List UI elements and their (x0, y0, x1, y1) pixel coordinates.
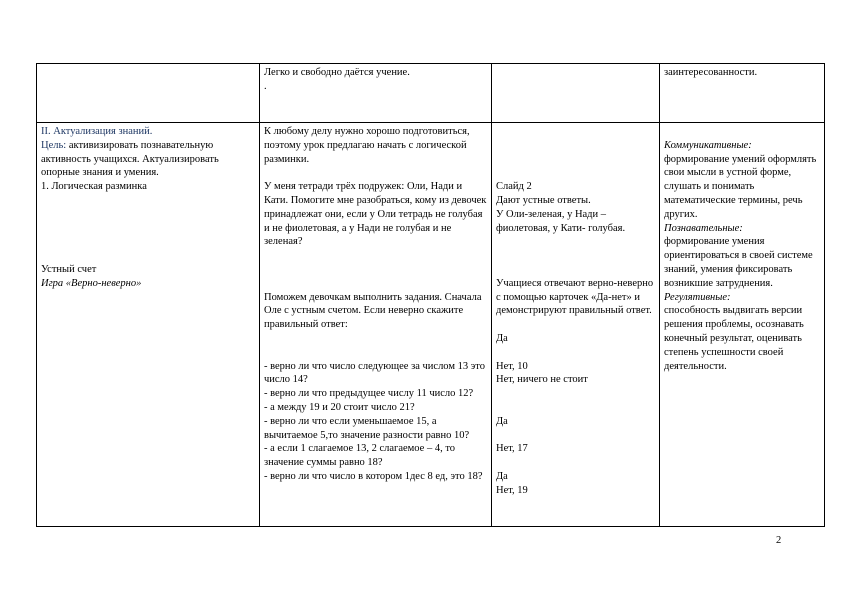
goal-text: активизировать познавательную активность учащихся. Актуализировать опорные знания и умения. (41, 139, 219, 179)
slide-ref: Слайд 2 (496, 181, 532, 193)
table-row (37, 123, 825, 527)
uud-cog-label: Познавательные: (664, 222, 743, 234)
teacher-help: Поможем девочкам выполнить задания. Сначала Оле с устным счетом. Если неверно скажите правильный ответ: (264, 291, 482, 331)
question-item: - верно ли что предыдущее числу 11 число 12? (264, 388, 474, 400)
student-activity-cell (492, 64, 660, 123)
question-item: - верно ли что если уменьшаемое 15, а вычитаемое 5,то значение разности равно 10? (264, 415, 470, 441)
answer-item: Нет, ничего не стоит (496, 374, 588, 386)
page-number: 2 (776, 535, 782, 546)
question-item: - верно ли что число в котором 1дес 8 ед, это 18? (264, 470, 483, 482)
stage-title: II. Актуализация знаний. (41, 126, 153, 137)
answer-item: Да (496, 470, 508, 482)
teacher-intro: К любому делу нужно хорошо подготовиться, поэтому урок предлагаю начать с логической разминки. (264, 126, 470, 165)
student-cards: Учащиеся отвечают верно-неверно с помощью карточек «Да-нет» и демонстрируют правильный ответ. (496, 277, 654, 317)
lesson-plan-table (36, 63, 825, 527)
table-row (37, 64, 825, 123)
teacher-activity-cell (260, 123, 492, 527)
uud-comm-text: формирование умений оформлять свои мысли в устной форме, слушать и понимать математические термины, речь других. (664, 153, 817, 220)
motto-line: Легко и свободно даётся учение. (264, 67, 410, 78)
uud-reg-label: Регулятивные: (664, 291, 731, 303)
answer-item: Да (496, 332, 508, 344)
student-activity-cell (492, 123, 660, 527)
answer-item: Нет, 10 (496, 360, 528, 372)
answer-item: Нет, 17 (496, 443, 528, 455)
goal-paragraph (41, 139, 256, 180)
oral-count-heading: Устный счет (41, 263, 97, 275)
answer-item: Да (496, 415, 508, 427)
uud-cell (660, 64, 825, 123)
stage-cell (37, 64, 260, 123)
goal-label: Цель: (41, 139, 67, 151)
question-item: - а если 1 слагаемое 13, 2 слагаемое – 4, то значение суммы равно 18? (264, 443, 456, 469)
uud-cog-text: формирование умения ориентироваться в своей системе знаний, умения фиксировать возникшие затруднения. (664, 236, 813, 289)
student-oral: Дают устные ответы. (496, 194, 591, 206)
uud-reg-text: способность выдвигать версии решения проблемы, осознавать конечный результат, оценивать степень успешности своей деятельности. (664, 305, 804, 372)
answer-item: Нет, 19 (496, 484, 528, 496)
stage-cell (37, 123, 260, 527)
teacher-puzzle: У меня тетради трёх подружек: Оли, Нади и Кати. Помогите мне разобраться, кому из девочек принадлежат они, если у Оли тетрадь не голубая и не фиолетовая, а у Нади не голубая и не зеленая? (264, 181, 487, 248)
uud-text: заинтересованности. (664, 67, 758, 78)
stage-item: 1. Логическая разминка (41, 181, 147, 193)
teacher-activity-cell (260, 64, 492, 123)
question-item: - а между 19 и 20 стоит число 21? (264, 401, 415, 413)
game-name: Игра «Верно-неверно» (41, 277, 142, 289)
uud-cell (660, 123, 825, 527)
uud-comm-label: Коммуникативные: (664, 139, 752, 151)
student-answer: У Оли-зеленая, у Нади – фиолетовая, у Кати- голубая. (496, 208, 626, 234)
question-item: - верно ли что число следующее за числом 13 это число 14? (264, 360, 485, 386)
dot-line: . (264, 80, 267, 92)
